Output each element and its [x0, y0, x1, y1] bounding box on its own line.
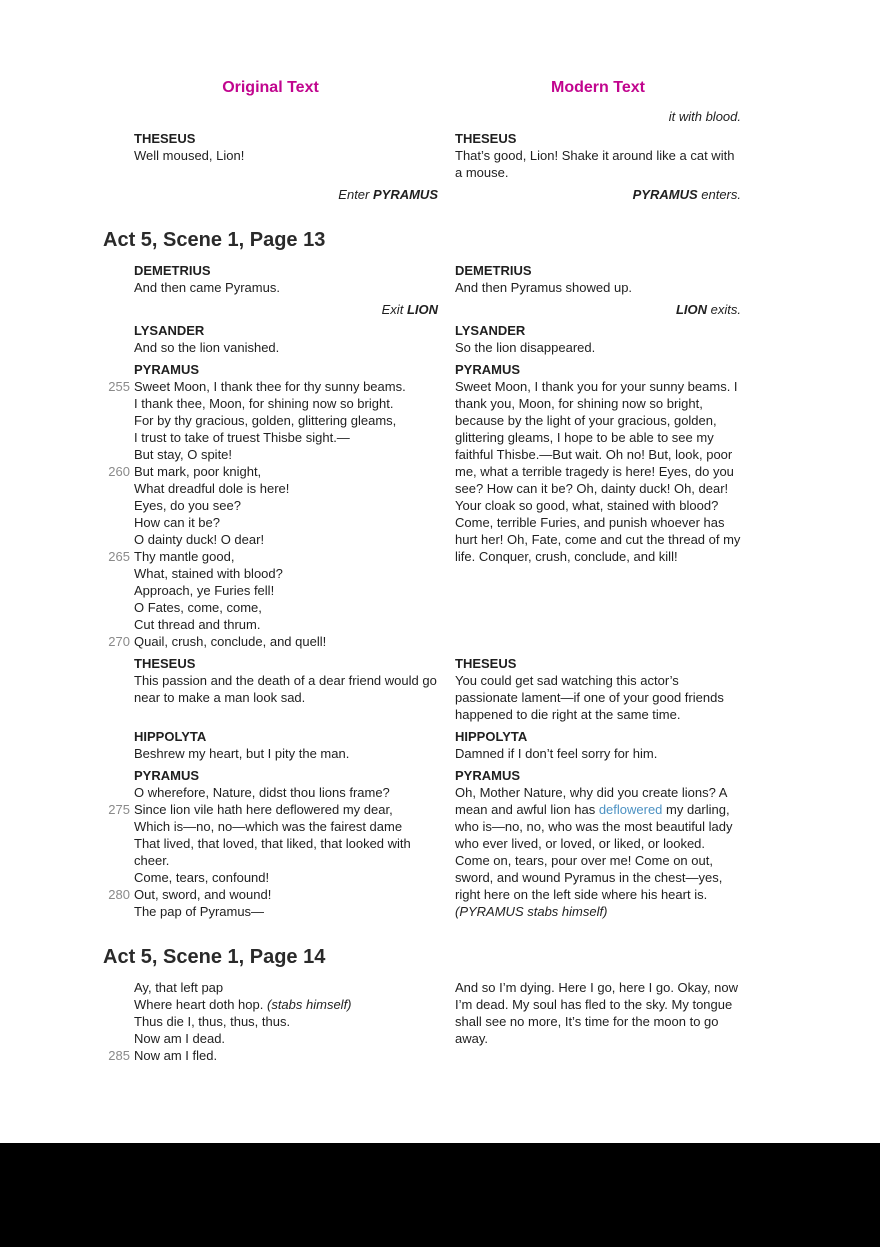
text-segment: Come, tears, confound! [134, 870, 270, 885]
speech-pyramus-death [0, 979, 880, 1064]
stage-direction-original [103, 186, 438, 203]
line-number [103, 818, 130, 835]
verse-text [134, 886, 438, 903]
text-segment: Approach, ye Furies fell! [134, 583, 275, 598]
verse-line [103, 835, 438, 869]
verse-text [134, 531, 438, 548]
line-number: 260 [108, 464, 130, 479]
character-name: LYSANDER [134, 323, 205, 338]
verse-text [134, 996, 438, 1013]
verse-text [134, 446, 438, 463]
verse-line [103, 818, 438, 835]
text-segment: Out, sword, and wound! [134, 887, 272, 902]
stage-direction-modern [455, 186, 741, 203]
line-number [103, 429, 130, 446]
character-name: HIPPOLYTA [134, 729, 207, 744]
text-segment: The pap of Pyramus— [134, 904, 265, 919]
verse-text [134, 672, 438, 706]
verse-line [103, 463, 438, 480]
line-number: 255 [108, 379, 130, 394]
line-number: 285 [108, 1048, 130, 1063]
speech-demetrius [0, 262, 880, 296]
speech-lysander [0, 322, 880, 356]
text-segment: Eyes, do you see? [134, 498, 241, 513]
text-segment: That lived, that loved, that liked, that looked with cheer. [134, 836, 411, 868]
text-segment: But stay, O spite! [134, 447, 233, 462]
text-segment: PYRAMUS [632, 187, 698, 202]
verse-line [103, 869, 438, 886]
text-segment: I trust to take of truest Thisbe sight.— [134, 430, 350, 445]
text-segment: Since lion vile hath here deflowered my dear, [134, 802, 393, 817]
text-segment: For by thy gracious, golden, glittering gleams, [134, 413, 397, 428]
verse-line [103, 147, 438, 164]
verse-text [134, 818, 438, 835]
verse-line [103, 531, 438, 548]
verse-line [103, 514, 438, 531]
line-number [103, 147, 130, 164]
character-name: LYSANDER [455, 323, 526, 338]
verse-line [103, 616, 438, 633]
text-segment: And then Pyramus showed up. [455, 280, 633, 295]
verse-text [134, 784, 438, 801]
verse-text [134, 147, 438, 164]
character-name: DEMETRIUS [455, 263, 532, 278]
line-number [103, 279, 130, 296]
text-segment: Which is—no, no—which was the fairest dame [134, 819, 403, 834]
verse-line [103, 279, 438, 296]
speech-theseus-2 [0, 655, 880, 723]
line-number [103, 497, 130, 514]
line-number [103, 784, 130, 801]
text-segment: Beshrew my heart, but I pity the man. [134, 746, 350, 761]
verse-text [134, 395, 438, 412]
text-segment: it with blood. [668, 109, 741, 124]
text-segment: And then came Pyramus. [134, 280, 280, 295]
line-number: 265 [108, 549, 130, 564]
stage-direction-modern [455, 301, 741, 318]
line-number [103, 395, 130, 412]
modern-paragraph [455, 339, 741, 356]
text-segment: That’s good, Lion! Shake it around like a cat with a mouse. [455, 148, 735, 180]
verse-text [134, 801, 438, 818]
verse-text [134, 565, 438, 582]
verse-text [134, 412, 438, 429]
verse-text [134, 599, 438, 616]
verse-line [103, 1013, 438, 1030]
text-segment: How can it be? [134, 515, 220, 530]
verse-line [103, 446, 438, 463]
text-segment: (PYRAMUS stabs himself) [455, 904, 608, 919]
verse-text [134, 463, 438, 480]
verse-text [134, 429, 438, 446]
text-segment: You could get sad watching this actor’s passionate lament—if one of your good friends happened to die right at the same time. [455, 673, 724, 722]
text-segment: Exit [381, 302, 407, 317]
text-segment: Sweet Moon, I thank you for your sunny beams. I thank you, Moon, for shining now so bright, because by the light of your gracious, golden, glittering gleams, I hope to be able to see my faithful Thisbe.—But wait. Oh no! But, look, poor me, what a terrible tragedy is here! Eyes, do you see? How can it be? Oh, dainty duck! Oh, dear! Your cloak so good, what, stained with blood? Come, terrible Furies, and punish whoever has hurt her! Oh, Fate, come and cut the thread of my life. Conquer, crush, conclude, and kill! [455, 379, 741, 564]
verse-line [103, 497, 438, 514]
line-number [103, 339, 130, 356]
line-number: 270 [108, 634, 130, 649]
character-name: THESEUS [455, 656, 517, 671]
verse-line [103, 412, 438, 429]
text-segment: Where heart doth hop. [134, 997, 267, 1012]
verse-text [134, 497, 438, 514]
stage-direction-enter-pyramus [0, 186, 880, 203]
line-number [103, 1030, 130, 1047]
original-verse [103, 784, 438, 920]
modern-paragraph [455, 979, 741, 1047]
verse-text [134, 616, 438, 633]
character-name: DEMETRIUS [134, 263, 211, 278]
text-segment: O Fates, come, come, [134, 600, 262, 615]
verse-line [103, 886, 438, 903]
carryover-modern-text [455, 108, 741, 125]
verse-line [103, 548, 438, 565]
original-verse [103, 672, 438, 706]
character-name: HIPPOLYTA [455, 729, 528, 744]
verse-text [134, 1047, 438, 1064]
carryover-left-spacer [103, 108, 438, 125]
verse-line [103, 480, 438, 497]
line-number [103, 996, 130, 1013]
text-segment: (stabs himself) [266, 997, 352, 1012]
verse-line [103, 745, 438, 762]
verse-text [134, 279, 438, 296]
verse-line [103, 633, 438, 650]
text-segment: Oh, Mother Nature, why did you create lions? A mean and awful lion has [455, 785, 727, 817]
verse-text [134, 903, 438, 920]
verse-text [134, 514, 438, 531]
line-number [103, 582, 130, 599]
verse-text [134, 869, 438, 886]
text-segment: And so the lion vanished. [134, 340, 280, 355]
modern-paragraph [455, 378, 741, 565]
stage-direction-original [103, 301, 438, 318]
text-segment: LION [675, 302, 708, 317]
original-text-header: Original Text [222, 79, 319, 96]
verse-text [134, 745, 438, 762]
text-segment: Thy mantle good, [134, 549, 235, 564]
verse-text [134, 1013, 438, 1030]
speech-pyramus-2 [0, 767, 880, 920]
character-name: THESEUS [134, 131, 196, 146]
text-segment: What, stained with blood? [134, 566, 283, 581]
modern-paragraph [455, 784, 741, 920]
verse-line [103, 378, 438, 395]
modern-paragraph [455, 147, 741, 181]
verse-line [103, 565, 438, 582]
original-verse [103, 279, 438, 296]
text-segment: I thank thee, Moon, for shining now so bright. [134, 396, 394, 411]
verse-line [103, 801, 438, 818]
text-segment: PYRAMUS [372, 187, 438, 202]
text-segment: Quail, crush, conclude, and quell! [134, 634, 327, 649]
text-segment: my darling, who is—no, no, who was the most beautiful lady who ever lived, or loved, or liked, or looked. Come on, tears, pour over me! Come on out, sword, and wound Pyramus in the chest—yes, right here on the left side where his heart is. [455, 802, 733, 902]
modern-paragraph [455, 745, 741, 762]
line-number [103, 616, 130, 633]
verse-line [103, 979, 438, 996]
verse-text [134, 1030, 438, 1047]
text-segment: exits. [707, 302, 741, 317]
line-number [103, 979, 130, 996]
text-segment: Well moused, Lion! [134, 148, 245, 163]
original-verse [103, 147, 438, 164]
verse-line [103, 1030, 438, 1047]
verse-line [103, 1047, 438, 1064]
line-number [103, 412, 130, 429]
modern-paragraph [455, 672, 741, 723]
character-name: THESEUS [455, 131, 517, 146]
text-segment: This passion and the death of a dear friend would go near to make a man look sad. [134, 673, 437, 705]
text-segment: What dreadful dole is here! [134, 481, 290, 496]
verse-text [134, 633, 438, 650]
text-segment: O dainty duck! O dear! [134, 532, 265, 547]
verse-line [103, 582, 438, 599]
speech-theseus-1 [0, 130, 880, 181]
verse-text [134, 378, 438, 395]
character-name: THESEUS [134, 656, 196, 671]
verse-line [103, 429, 438, 446]
verse-line [103, 996, 438, 1013]
line-number [103, 565, 130, 582]
stage-direction-exit-lion [0, 301, 880, 318]
character-name: PYRAMUS [455, 362, 521, 377]
original-verse [103, 378, 438, 650]
verse-line [103, 784, 438, 801]
scene-heading-page13: Act 5, Scene 1, Page 13 [103, 229, 326, 251]
text-segment: But mark, poor knight, [134, 464, 262, 479]
text-segment: Now am I fled. [134, 1048, 218, 1063]
line-number: 280 [108, 887, 130, 902]
verse-text [134, 480, 438, 497]
footer-black-bar [0, 1143, 880, 1247]
original-verse [103, 979, 438, 1064]
line-number [103, 1013, 130, 1030]
deflowered-link[interactable]: deflowered [598, 802, 663, 817]
verse-text [134, 835, 438, 869]
verse-text [134, 339, 438, 356]
text-segment: Now am I dead. [134, 1031, 226, 1046]
speech-pyramus-1 [0, 361, 880, 650]
line-number [103, 903, 130, 920]
modern-paragraph [455, 279, 741, 296]
text-segment: Thus die I, thus, thus, thus. [134, 1014, 291, 1029]
line-number [103, 835, 130, 869]
verse-line [103, 672, 438, 706]
text-segment: O wherefore, Nature, didst thou lions frame? [134, 785, 390, 800]
scene-heading-page14: Act 5, Scene 1, Page 14 [103, 946, 326, 968]
character-name: PYRAMUS [134, 362, 200, 377]
line-number [103, 446, 130, 463]
line-number [103, 599, 130, 616]
original-verse [103, 745, 438, 762]
speech-hippolyta [0, 728, 880, 762]
line-number: 275 [108, 802, 130, 817]
verse-line [103, 395, 438, 412]
line-number [103, 531, 130, 548]
original-verse [103, 339, 438, 356]
carryover-line-row [0, 108, 880, 125]
verse-text [134, 582, 438, 599]
line-number [103, 672, 130, 706]
line-number [103, 514, 130, 531]
line-number [103, 869, 130, 886]
text-segment: LION [406, 302, 438, 317]
verse-text [134, 548, 438, 565]
text-segment: And so I’m dying. Here I go, here I go. Okay, now I’m dead. My soul has fled to the sky. My tongue shall see no more, It’s time for the moon to go away. [455, 980, 739, 1046]
text-segment: So the lion disappeared. [455, 340, 596, 355]
character-name: PYRAMUS [134, 768, 200, 783]
text-segment: Ay, that left pap [134, 980, 224, 995]
modern-text-header: Modern Text [551, 79, 645, 96]
text-segment: Sweet Moon, I thank thee for thy sunny beams. [134, 379, 406, 394]
column-headers [0, 78, 880, 98]
line-number [103, 480, 130, 497]
verse-text [134, 979, 438, 996]
character-name: PYRAMUS [455, 768, 521, 783]
line-number [103, 745, 130, 762]
verse-line [103, 903, 438, 920]
text-segment: Enter [338, 187, 373, 202]
verse-line [103, 599, 438, 616]
text-segment: Damned if I don’t feel sorry for him. [455, 746, 658, 761]
text-segment: Cut thread and thrum. [134, 617, 261, 632]
text-segment: enters. [697, 187, 741, 202]
verse-line [103, 339, 438, 356]
